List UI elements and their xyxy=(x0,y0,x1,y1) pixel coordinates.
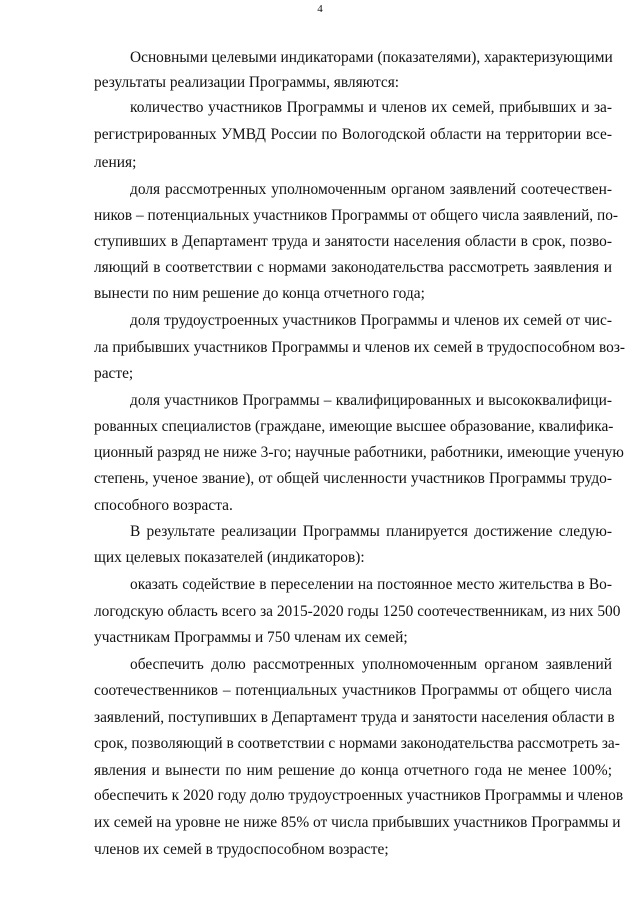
text-line: В результате реализации Программы планируется достижение следую- xyxy=(130,523,612,540)
text-line: срок, позволяющий в соответствии с нормами законодательства рассмотреть за- xyxy=(94,735,620,752)
text-line: ления; xyxy=(94,154,137,171)
text-line: результаты реализации Программы, являются: xyxy=(94,74,400,91)
text-line: ла прибывших участников Программы и членов их семей в трудоспособном воз- xyxy=(94,339,626,356)
text-line: обеспечить долю рассмотренных уполномоченным органом заявлений xyxy=(130,656,612,673)
text-line: заявлений, поступивших в Департамент труда и занятости населения области в xyxy=(94,709,615,726)
text-line: количество участников Программы и членов их семей, прибывших и за- xyxy=(130,99,612,116)
text-line: ников – потенциальных участников Программы от общего числа заявлений, по- xyxy=(94,207,619,224)
page-number: 4 xyxy=(317,3,323,15)
text-line: ступивших в Департамент труда и занятости населения области в срок, позво- xyxy=(94,233,612,250)
text-line: регистрированных УМВД России по Вологодской области на территории все- xyxy=(94,126,612,143)
text-line: доля трудоустроенных участников Программы и членов их семей от чис- xyxy=(130,312,612,329)
text-line: обеспечить к 2020 году долю трудоустроенных участников Программы и членов xyxy=(94,787,624,804)
text-line: оказать содействие в переселении на постоянное место жительства в Во- xyxy=(130,576,612,593)
text-line: ционный разряд не ниже 3-го; научные работники, работники, имеющие ученую xyxy=(94,444,624,461)
text-line: щих целевых показателей (индикаторов): xyxy=(94,549,365,566)
text-line: рованных специалистов (граждане, имеющие высшее образование, квалифика- xyxy=(94,418,614,435)
text-line: их семей на уровне не ниже 85% от числа прибывших участников Программы и xyxy=(94,814,621,831)
text-line: членов их семей в трудоспособном возрасте; xyxy=(94,841,389,858)
text-line: соотечественников – потенциальных участников Программы от общего числа xyxy=(94,682,612,699)
text-line: логодскую область всего за 2015-2020 годы 1250 соотечественникам, из них 500 xyxy=(94,603,621,620)
text-line: ляющий в соответствии с нормами законодательства рассмотреть заявления и xyxy=(94,259,612,276)
text-line: явления и вынести по ним решение до конца отчетного года не менее 100%; xyxy=(94,762,612,779)
text-line: Основными целевыми индикаторами (показателями), характеризующими xyxy=(130,49,613,66)
text-line: участникам Программы и 750 членам их семей; xyxy=(94,629,408,646)
text-line: доля участников Программы – квалифицированных и высококвалифици- xyxy=(130,392,612,409)
text-line: вынести по ним решение до конца отчетного года; xyxy=(94,285,425,302)
text-line: доля рассмотренных уполномоченным органом заявлений соотечествен- xyxy=(130,181,612,198)
text-line: расте; xyxy=(94,365,134,382)
text-line: степень, ученое звание), от общей численности участников Программы трудо- xyxy=(94,470,612,487)
text-line: способного возраста. xyxy=(94,497,233,514)
